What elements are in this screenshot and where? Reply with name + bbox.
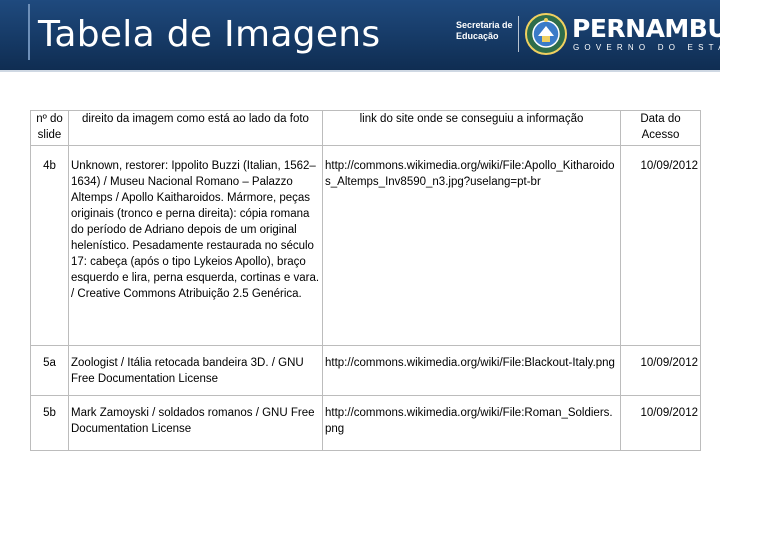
logo-divider	[518, 16, 519, 52]
slide-title: Tabela de Imagens	[38, 14, 381, 55]
slide-header	[0, 0, 766, 72]
image-credits-table	[30, 110, 701, 451]
state-seal-icon	[524, 12, 568, 56]
col-header-date: Data do Acesso	[621, 111, 701, 146]
cell-rights: Zoologist / Itália retocada bandeira 3D. / GNU Free Documentation License	[69, 346, 323, 396]
cell-slide: 5b	[31, 396, 69, 451]
secretaria-line1: Secretaria de	[456, 20, 513, 30]
cell-rights: Unknown, restorer: Ippolito Buzzi (Italian, 1562–1634) / Museu Nacional Romano – Palazzo Altemps / Apollo Kaitharoidos. Mármore, peças originais (tronco e perna direita): cópia romana do período de Adriano depois de um original helenístico. Pesadamente restaurada no século 17: cabeça (após o tipo Lykeios Apollo), braço esquerdo e lira, perna esquerda, cortinas e vara. / Creative Commons Atribuição 2.5 Genérica.	[69, 146, 323, 346]
table-row	[31, 346, 701, 396]
table-header-row	[31, 111, 701, 146]
cell-date: 10/09/2012	[621, 396, 701, 451]
cell-rights: Mark Zamoyski / soldados romanos / GNU Free Documentation License	[69, 396, 323, 451]
cell-link[interactable]: http://commons.wikimedia.org/wiki/File:Roman_Soldiers.png	[323, 396, 621, 451]
cell-date: 10/09/2012	[621, 146, 701, 346]
secretaria-label	[456, 20, 518, 42]
cell-link[interactable]: http://commons.wikimedia.org/wiki/File:Apollo_Kitharoidos_Altemps_Inv8590_n3.jpg?uselang=pt-br	[323, 146, 621, 346]
brand-wordmark: PERNAMBUCO	[572, 14, 766, 43]
cell-link[interactable]: http://commons.wikimedia.org/wiki/File:Blackout-Italy.png	[323, 346, 621, 396]
cell-slide: 4b	[31, 146, 69, 346]
secretaria-line2: Educação	[456, 31, 499, 41]
title-accent-line	[28, 4, 30, 60]
col-header-rights: direito da imagem como está ao lado da foto	[69, 111, 323, 146]
cell-date: 10/09/2012	[621, 346, 701, 396]
table-row	[31, 396, 701, 451]
brand-subtitle: GOVERNO DO ESTADO	[573, 43, 752, 52]
table-row	[31, 146, 701, 346]
col-header-slide: nº do slide	[31, 111, 69, 146]
col-header-link: link do site onde se conseguiu a informação	[323, 111, 621, 146]
cell-slide: 5a	[31, 346, 69, 396]
